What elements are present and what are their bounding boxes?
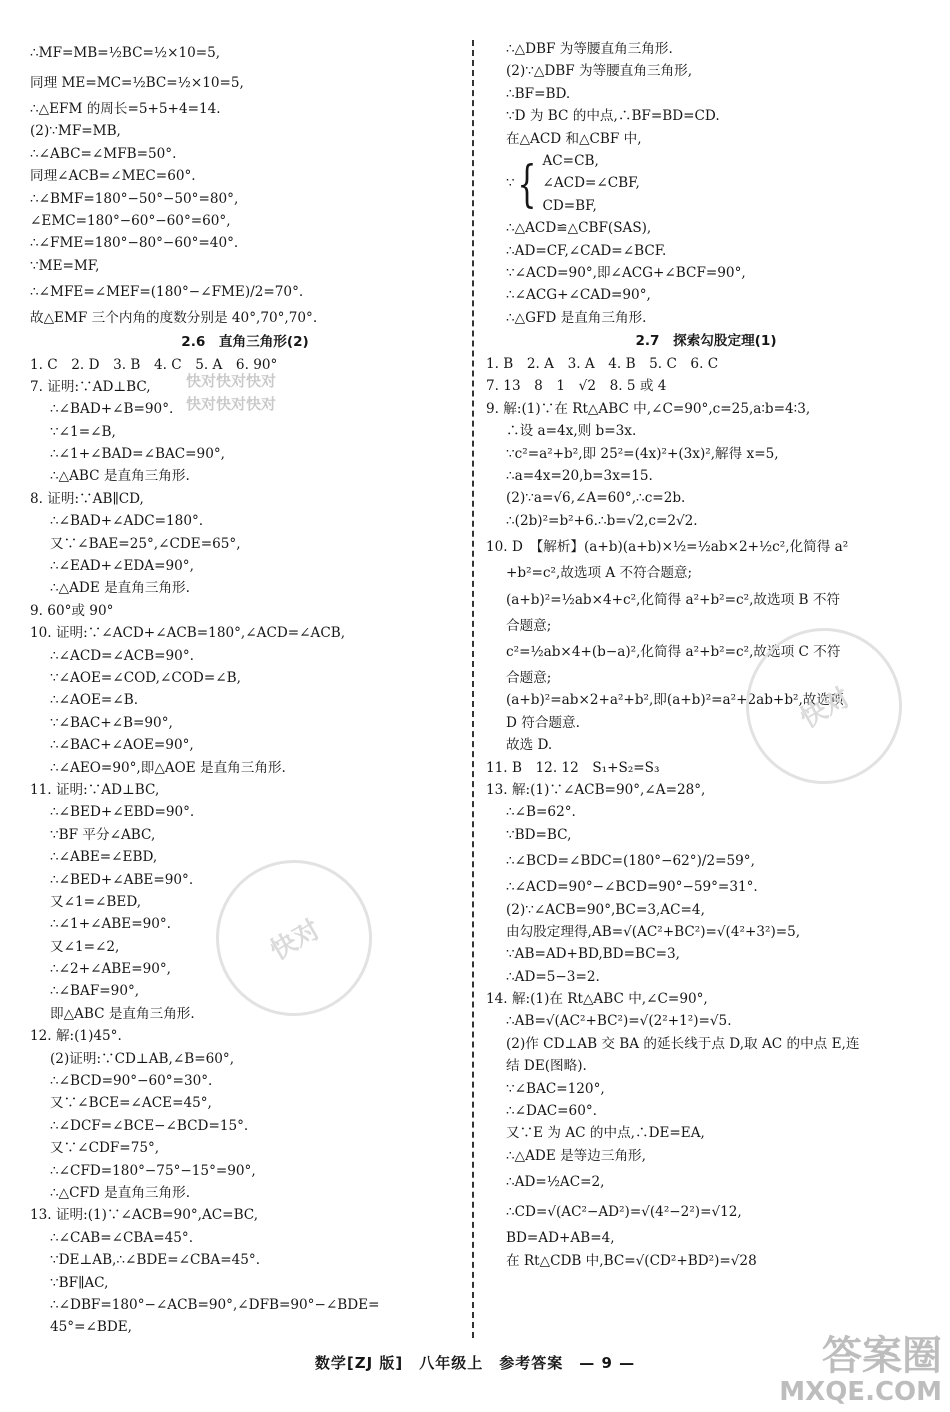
answer-line: (2)∵△DBF 为等腰直角三角形, [506, 63, 693, 80]
answer-line: 11. 证明:∵AD⊥BC, [30, 781, 160, 798]
answer-line: ∵BF∥AC, [50, 1274, 109, 1291]
answer-line: 10. 证明:∵∠ACD+∠ACB=180°,∠ACD=∠ACB, [30, 625, 346, 642]
answer-line: ∴∠BED+∠ABE=90°. [50, 871, 194, 888]
left-column [30, 38, 460, 1339]
answer-line: ∵∠ACD=90°,即∠ACG+∠BCF=90°, [506, 264, 746, 281]
answer-line: 又∠1=∠2, [50, 938, 120, 955]
answer-line: ∴∠EAD+∠EDA=90°, [50, 558, 194, 575]
answer-line: ∵ME=MF, [30, 257, 100, 274]
answer-line: 故选 D. [506, 737, 553, 754]
answer-line: ∴∠ACD=∠ACB=90°. [50, 647, 194, 664]
answer-line: ∵BF 平分∠ABC, [50, 826, 156, 843]
answer-line: ∵AB=AD+BD,BD=BC=3, [506, 946, 680, 963]
answer-line: ∴设 a=4x,则 b=3x. [506, 423, 637, 440]
answer-line: D 符合题意. [506, 714, 580, 731]
answer-line: c²=½ab×4+(b−a)²,化简得 a²+b²=c²,故选项 C 不符 [506, 643, 841, 660]
answer-line: ∴a=4x=20,b=3x=15. [506, 468, 653, 485]
answer-line: ∵D 为 BC 的中点,∴BF=BD=CD. [506, 108, 720, 125]
answer-line: 又∠1=∠BED, [50, 893, 142, 910]
answer-line: 9. 解:(1)∵在 Rt△ABC 中,∠C=90°,c=25,a∶b=4∶3, [486, 400, 811, 417]
answer-line: 合题意; [506, 669, 552, 686]
brace-line: CD=BF, [542, 197, 597, 214]
page-footer: 数学[ZJ 版] 八年级上 参考答案 — 9 — [314, 1354, 636, 1372]
answer-line: ∴∠ABE=∠EBD, [50, 849, 158, 866]
answer-line: (2)∵MF=MB, [30, 123, 121, 140]
answer-line: 即△ABC 是直角三角形. [50, 1005, 195, 1022]
answer-line: 同理∠ACB=∠MEC=60°. [30, 168, 196, 185]
answer-line: 11. B 12. 12 S₁+S₂=S₃ [486, 759, 660, 776]
answer-line: 10. D 【解析】(a+b)(a+b)×½=½ab×2+½c²,化简得 a² [486, 539, 849, 556]
corner-watermark-title: 答案圈 [822, 1333, 942, 1379]
brace-lines [542, 150, 639, 217]
answer-line: ∵∠BAC+∠B=90°, [50, 714, 173, 731]
answer-line: ∴△DBF 为等腰直角三角形. [506, 41, 673, 57]
answer-line: ∴∠CAB=∠CBA=45°. [50, 1229, 194, 1246]
answer-line: ∴AD=CF,∠CAD=∠BCF. [506, 242, 667, 259]
answer-line: ∴AB=√(AC²+BC²)=√(2²+1²)=√5. [506, 1013, 732, 1030]
answer-line: ∴BF=BD. [506, 85, 571, 102]
left-brace: { [517, 154, 537, 213]
answer-line: ∴∠AEO=90°,即△AOE 是直角三角形. [50, 759, 286, 776]
brace-line: ∠ACD=∠CBF, [542, 175, 640, 192]
answer-line: ∴△ADE 是直角三角形. [50, 580, 190, 597]
answer-line: ∴△ACD≌△CBF(SAS), [506, 220, 652, 237]
answer-line: ∵c²=a²+b²,即 25²=(4x)²+(3x)²,解得 x=5, [506, 445, 779, 462]
answer-line: 12. 解:(1)45°. [30, 1028, 122, 1045]
answer-line: ∴∠BAD+∠ADC=180°. [50, 513, 204, 530]
watermark-seal-right: 快对 [717, 599, 930, 812]
answer-line: 结 DE(图略). [506, 1058, 587, 1075]
answer-line: ∴∠BAC+∠AOE=90°, [50, 737, 194, 754]
answer-line: 14. 解:(1)在 Rt△ABC 中,∠C=90°, [486, 991, 708, 1008]
answer-line: ∴∠AOE=∠B. [50, 692, 139, 709]
answer-line: ∴∠B=62°. [506, 804, 576, 821]
answer-line: ∴AD=5−3=2. [506, 968, 600, 985]
answer-line: ∴∠CFD=180°−75°−15°=90°, [50, 1162, 256, 1179]
column-divider [472, 40, 474, 1338]
answer-line: ∵DE⊥AB,∴∠BDE=∠CBA=45°. [50, 1252, 261, 1269]
answer-line: ∴∠BCD=90°−60°=30°. [50, 1073, 213, 1090]
answer-line: ∴∠1+∠ABE=90°. [50, 916, 172, 933]
answer-line: ∴∠ACD=90°−∠BCD=90°−59°=31°. [506, 879, 758, 896]
answer-line: ∵∠BAC=120°, [506, 1080, 605, 1097]
answer-line: ∵∠AOE=∠COD,∠COD=∠B, [50, 669, 241, 686]
answer-line: 又∵E 为 AC 的中点,∴DE=EA, [506, 1125, 705, 1142]
answer-line: BD=AD+AB=4, [506, 1230, 615, 1247]
answer-line: ∴MF=MB=½BC=½×10=5, [30, 45, 221, 61]
answer-line: 13. 解:(1)∵∠ACB=90°,∠A=28°, [486, 781, 706, 798]
section-heading: 2.7 探索勾股定理(1) [635, 333, 777, 350]
answer-line: 8. 证明:∵AB∥CD, [30, 490, 144, 507]
answer-line: 13. 证明:(1)∵∠ACB=90°,AC=BC, [30, 1207, 259, 1224]
answer-line: ∴△GFD 是直角三角形. [506, 309, 647, 326]
watermark-seal-left: 快对 [187, 831, 400, 1044]
answer-line: ∴AD=½AC=2, [506, 1174, 605, 1191]
answer-line: 在△ACD 和△CBF 中, [506, 130, 642, 147]
brace-line: AC=CB, [542, 152, 599, 169]
answer-line: ∴∠MFE=∠MEF=(180°−∠FME)/2=70°. [30, 284, 304, 301]
answer-line: ∴∠BCD=∠BDC=(180°−62°)/2=59°, [506, 853, 755, 870]
section-heading: 2.6 直角三角形(2) [181, 333, 309, 350]
answer-line: 7. 证明:∵AD⊥BC, [30, 378, 151, 395]
answer-line: ∴∠ABC=∠MFB=50°. [30, 145, 177, 162]
watermark-text-1: 快对快对快对 [186, 372, 277, 390]
answer-line: (2)证明:∵CD⊥AB,∠B=60°, [50, 1050, 235, 1067]
answer-line: 又∵∠CDF=75°, [50, 1140, 160, 1157]
answer-line: ∴∠ACG+∠CAD=90°, [506, 287, 651, 304]
answer-line: ∴∠FME=180°−80°−60°=40°. [30, 235, 239, 252]
answer-line: +b²=c²,故选项 A 不符合题意; [506, 565, 693, 582]
answer-line: 由勾股定理得,AB=√(AC²+BC²)=√(4²+3²)=5, [506, 923, 801, 940]
answer-line: (a+b)²=ab×2+a²+b²,即(a+b)²=a²+2ab+b²,故选项 [506, 692, 844, 709]
answer-line: ∴∠BMF=180°−50°−50°=80°, [30, 190, 239, 207]
watermark-text-2: 快对快对快对 [186, 395, 277, 413]
answer-line: ∴∠BAF=90°, [50, 983, 140, 1000]
answer-line: (a+b)²=½ab×4+c²,化简得 a²+b²=c²,故选项 B 不符 [506, 591, 841, 608]
answer-line: 7. 13 8 1 √2 8. 5 或 4 [486, 378, 667, 395]
answer-line: (2)作 CD⊥AB 交 BA 的延长线于点 D,取 AC 的中点 E,连 [506, 1035, 860, 1052]
answer-line: 在 Rt△CDB 中,BC=√(CD²+BD²)=√28 [506, 1252, 757, 1269]
answer-line: 故△EMF 三个内角的度数分别是 40°,70°,70°. [30, 310, 318, 327]
brace-system [486, 150, 926, 217]
answer-line: ∴△ADE 是等边三角形, [506, 1147, 646, 1164]
answer-line: (2)∵∠ACB=90°,BC=3,AC=4, [506, 901, 705, 918]
answer-line: ∴△CFD 是直角三角形. [50, 1184, 191, 1201]
answer-line: 又∵∠BCE=∠ACE=45°, [50, 1095, 212, 1112]
corner-watermark-logo [779, 1334, 942, 1406]
answer-line: 1. B 2. A 3. A 4. B 5. C 6. C [486, 356, 719, 373]
answer-line: ∴∠BAD+∠B=90°. [50, 401, 174, 418]
answer-line: ∴△EFM 的周长=5+5+4=14. [30, 101, 221, 117]
answer-line: ∠EMC=180°−60°−60°=60°, [30, 212, 231, 229]
answer-line: ∴∠DCF=∠BCE−∠BCD=15°. [50, 1117, 249, 1134]
corner-watermark-url: MXQE.COM [779, 1377, 942, 1407]
answer-line: ∵BD=BC, [506, 826, 572, 843]
answer-line: ∴∠DBF=180°−∠ACB=90°,∠DFB=90°−∠BDE= [50, 1296, 380, 1313]
answer-line: ∴△ABC 是直角三角形. [50, 468, 190, 485]
answer-line: (2)∵a=√6,∠A=60°,∴c=2b. [506, 490, 686, 507]
answer-line: ∴∠BED+∠EBD=90°. [50, 804, 195, 821]
answer-line: ∴∠1+∠BAD=∠BAC=90°, [50, 446, 225, 463]
answer-line: ∴∠2+∠ABE=90°, [50, 961, 172, 978]
answer-line: 又∵∠BAE=25°,∠CDE=65°, [50, 535, 241, 552]
answer-line: ∴∠DAC=60°. [506, 1103, 597, 1120]
answer-line: 1. C 2. D 3. B 4. C 5. A 6. 90° [30, 356, 278, 373]
because-symbol: ∵ [506, 175, 515, 192]
answer-line: 9. 60°或 90° [30, 602, 114, 619]
answer-line: 合题意; [506, 617, 552, 634]
answer-line: 45°=∠BDE, [50, 1319, 133, 1336]
answer-line: ∴CD=√(AC²−AD²)=√(4²−2²)=√12, [506, 1204, 742, 1221]
answer-line: 同理 ME=MC=½BC=½×10=5, [30, 75, 244, 91]
answer-line: ∴(2b)²=b²+6.∴b=√2,c=2√2. [506, 512, 698, 529]
answer-line: ∵∠1=∠B, [50, 423, 116, 440]
